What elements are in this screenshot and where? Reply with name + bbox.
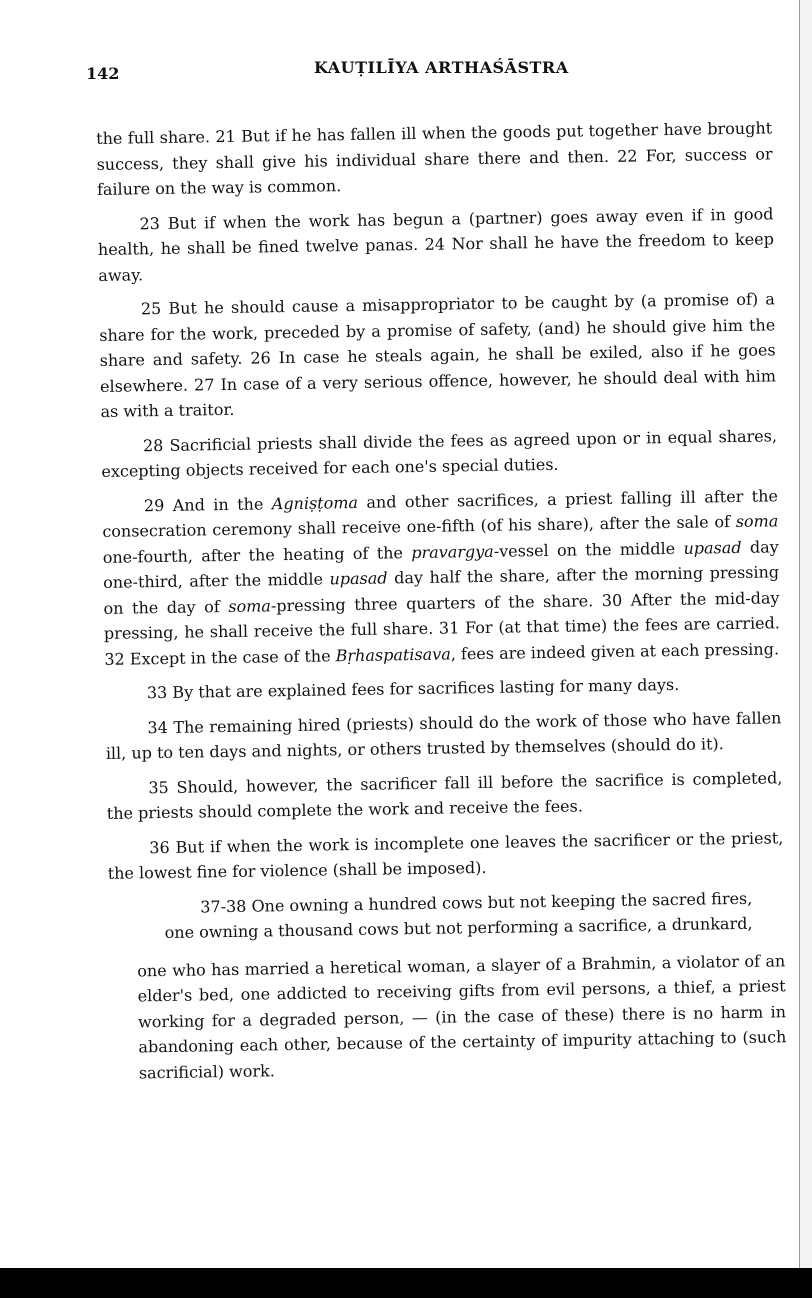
paragraph-3: 25 But he should cause a misappropriator to be caught by (a promise of) a share for the work, preceded by a promise of safety, (and) he should give him the share and safety. 26 In case he steals again, he shall be exiled, also if he goes elsewhere. 27 In case of a very serious offence, however, he should deal with him as with a traitor. — [99, 289, 777, 421]
verse-line-2: one owning a thousand cows but not performing a sacrifice, a drunkard, — [164, 913, 753, 943]
text-span: , fees are indeed given at each pressing. — [450, 638, 780, 663]
page-edge — [799, 0, 812, 1268]
verse — [108, 885, 785, 947]
paragraph-9: 36 But if when the work is incomplete one leaves the sacrificer or the priest, the lowest fine for violence (shall be imposed). — [107, 827, 784, 883]
italic-term: upasad — [683, 537, 742, 558]
scan-border — [0, 1268, 812, 1298]
running-title: KAUṬILĪYA ARTHAŚĀSTRA — [314, 58, 569, 77]
italic-term: Agniṣṭoma — [271, 492, 359, 513]
paragraph-4: 28 Sacrificial priests shall divide the fees as agreed upon or in equal shares, excepting objects received for each one's special duties. — [101, 425, 778, 481]
body-text — [96, 115, 787, 1094]
paragraph-2: 23 But if when the work has begun a (partner) goes away even if in good health, he shall be fined twelve panas. 24 Nor shall he have the freedom to keep away. — [97, 203, 775, 285]
text-span: and other sacrifices, a priest falling ill after the consecration ceremony shall receive one-fifth (of his share), after the sale of — [102, 485, 779, 541]
italic-term: soma — [228, 595, 271, 616]
paragraph-1: the full share. 21 But if he has fallen ill when the goods put together have brought success, they shall give his individual share there and then. 22 For, success or failure on the way is common. — [96, 118, 773, 199]
paragraph-10: one who has married a heretical woman, a slayer of a Brahmin, a violator of an elder's bed, one addicted to receiving gifts from evil persons, a thief, a priest working for a degraded person, — (in the case of these) there is no harm in abandoning each other, because of the certainty of impurity attaching to (such sacrificial) work. — [137, 950, 787, 1082]
paragraph-5 — [102, 483, 781, 672]
page-header — [86, 58, 776, 88]
paragraph-6: 33 By that are explained fees for sacrifices lasting for many days. — [146, 674, 680, 703]
text-span: -pressing three quarters of the share. 30 After the mid-day pressing, he shall receive the full share. 31 For (at that time) the fees are carried. 32 Except in the case of the — [103, 587, 781, 669]
text-span: one-fourth, after the heating of the — [102, 542, 412, 567]
text-span: 29 And in the — [143, 493, 272, 515]
verse-line-1: 37-38 One owning a hundred cows but not keeping the sacred fires, — [200, 888, 753, 916]
italic-term: soma — [735, 511, 779, 531]
text-span: -vessel on the middle — [493, 538, 684, 561]
text-span: day half the share, after the morning pressing on the day of — [103, 562, 780, 618]
paragraph-8: 35 Should, however, the sacrificer fall ill before the sacrifice is completed, the priests should complete the work and receive the fees. — [106, 767, 783, 823]
page-number: 142 — [86, 64, 120, 83]
paragraph-7: 34 The remaining hired (priests) should do the work of those who have fallen ill, up to ten days and nights, or others trusted by themselves (should do it). — [105, 707, 782, 763]
text-span: day one-third, after the middle — [103, 536, 779, 592]
italic-term: pravargya — [411, 541, 494, 562]
italic-term: upasad — [329, 568, 388, 589]
italic-term: Bṛhaspatisava — [335, 643, 451, 665]
